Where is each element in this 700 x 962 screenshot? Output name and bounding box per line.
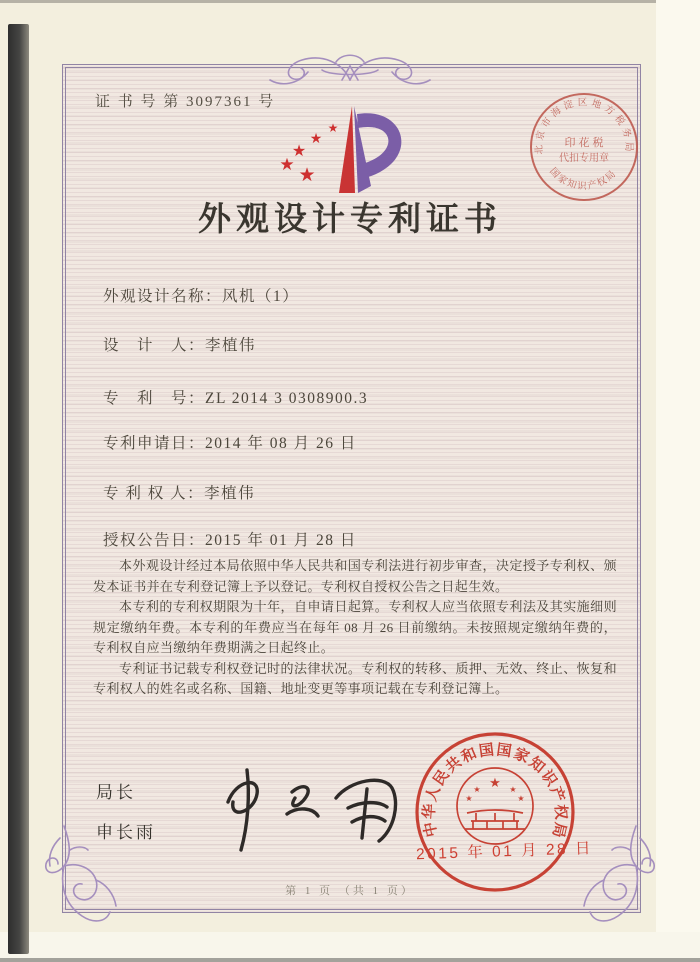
field-patentee [103, 481, 255, 503]
scan-edge-left [8, 24, 29, 954]
officer-block [96, 778, 156, 858]
emblem-star-icon: ★ [509, 785, 517, 794]
seal-date-stamp: 2015 年 01 月 28 日 [415, 840, 594, 864]
field-label: 专利申请日： [103, 435, 206, 452]
scan-edge-top [0, 0, 700, 3]
tax-stamp-arc-bottom: 国家知识产权局 [547, 165, 618, 193]
field-filing-date [103, 431, 357, 453]
field-design-name [103, 284, 299, 306]
legal-paragraph: 专利证书记载专利权登记时的法律状况。专利权的转移、质押、无效、终止、恢复和专利权人的姓名或名称、国籍、地址变更等事项记载在专利登记簿上。 [93, 660, 617, 696]
legal-paragraph: 本专利的专利权期限为十年，自申请日起算。专利权人应当依照专利法及其实施细则规定缴纳年费。本专利的年费应当在每年 08 月 26 日前缴纳。未按照规定缴纳年费的，专利权自应当缴纳年费期满之日起终止。 [93, 599, 617, 655]
emblem-star-icon: ★ [473, 785, 481, 794]
logo-star-icon: ★ [279, 155, 295, 175]
field-value: ZL 2014 3 0308900.3 [205, 390, 369, 407]
logo-star-icon: ★ [291, 141, 307, 160]
field-value: 李植伟 [204, 485, 256, 502]
officer-title: 局长 [96, 783, 136, 802]
emblem-star-icon: ★ [489, 776, 501, 791]
tax-stamp-arc-top: 北京市海淀区地方税务局 [533, 97, 635, 155]
tax-stamp-line1: 印 花 税 [564, 137, 604, 149]
field-value: 2015 年 01 月 28 日 [205, 532, 357, 549]
field-label: 外观设计名称： [103, 288, 223, 305]
page-title: 外观设计专利证书 [198, 202, 502, 238]
logo-star-icon: ★ [298, 164, 316, 186]
field-label: 专 利 权 人： [103, 485, 205, 502]
logo-star-icon: ★ [309, 131, 323, 147]
field-grant-date [103, 528, 357, 550]
logo-star-icon: ★ [327, 121, 339, 135]
emblem-star-icon: ★ [517, 794, 525, 803]
officer-name: 申长雨 [96, 823, 156, 842]
emblem-star-icon: ★ [465, 794, 473, 803]
field-label: 专 利 号： [103, 390, 206, 407]
legal-paragraph: 本外观设计经过本局依照中华人民共和国专利法进行初步审查，决定授予专利权、颁发本证书并在专利登记簿上予以登记。专利权自授权公告之日起生效。 [93, 558, 617, 594]
office-seal-arc-text: 中华人民共和国国家知识产权局 [420, 741, 570, 840]
field-designer [103, 333, 256, 355]
field-value: 2014 年 08 月 26 日 [205, 435, 357, 452]
field-value: 风机（1） [222, 288, 300, 305]
field-label: 授权公告日： [103, 532, 206, 549]
field-label: 设 计 人： [103, 337, 206, 354]
scan-edge-bottom [0, 932, 700, 962]
page-footer: 第 1 页 （共 1 页） [285, 885, 415, 897]
field-patent-number [103, 386, 368, 408]
certificate-number: 证 书 号 第 3097361 号 [95, 94, 276, 110]
legal-text [93, 556, 617, 700]
scan-edge-right [656, 0, 700, 962]
field-value: 李植伟 [205, 337, 257, 354]
tax-stamp-line2: 代扣专用章 [559, 153, 609, 164]
